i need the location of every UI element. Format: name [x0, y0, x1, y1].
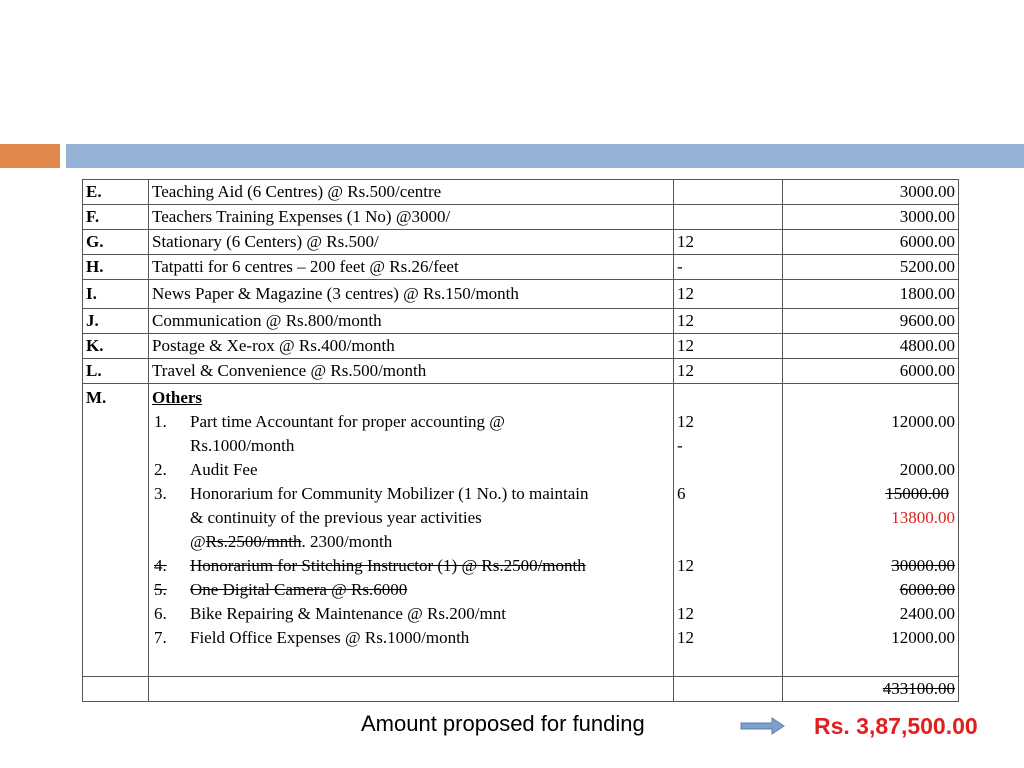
row-code: K. — [83, 334, 149, 359]
others-section — [83, 384, 959, 702]
row-qty — [674, 205, 783, 230]
item-text: Part time Accountant for proper accounting @ — [190, 412, 505, 431]
row-amount: 6000.00 — [783, 359, 959, 384]
others-amount-column — [783, 384, 959, 677]
item-text: Audit Fee — [190, 460, 258, 479]
item-number: 2. — [154, 460, 167, 479]
row-qty: 12 — [674, 334, 783, 359]
item-text-cont — [190, 530, 670, 554]
row-description: Teaching Aid (6 Centres) @ Rs.500/centre — [149, 180, 674, 205]
budget-rows — [83, 180, 959, 384]
row-qty: - — [674, 255, 783, 280]
others-description — [149, 384, 674, 677]
row-code: H. — [83, 255, 149, 280]
item-number: 3. — [154, 484, 167, 503]
row-amount: 5200.00 — [783, 255, 959, 280]
item-amount-new: 13800.00 — [891, 508, 955, 527]
others-item-1 — [152, 410, 670, 458]
item-qty: 12 — [677, 556, 694, 575]
row-code: F. — [83, 205, 149, 230]
others-item-2 — [152, 458, 670, 482]
row-code: E. — [83, 180, 149, 205]
item-amount: 6000.00 — [899, 580, 955, 599]
table-row — [83, 230, 959, 255]
budget-table — [82, 179, 959, 702]
item-amount: 30000.00 — [891, 556, 955, 575]
item-qty: 6 — [677, 484, 686, 503]
row-amount: 3000.00 — [783, 205, 959, 230]
item-text: Bike Repairing & Maintenance @ Rs.200/mnt — [190, 604, 506, 623]
old-rate: Rs.2500/mnth — [205, 532, 302, 551]
item-text-cont: & continuity of the previous year activities — [190, 508, 482, 527]
item-text: Honorarium for Stitching Instructor (1) @ Rs.2500/month — [190, 556, 586, 575]
table-row — [83, 309, 959, 334]
item-text: Honorarium for Community Mobilizer (1 No.) to maintain — [190, 484, 589, 503]
others-title: Others — [152, 388, 203, 407]
others-item-3 — [152, 482, 670, 554]
new-rate: . 2300/month — [301, 532, 393, 551]
row-amount: 6000.00 — [783, 230, 959, 255]
others-item-4 — [152, 554, 670, 578]
item-amount: 12000.00 — [891, 628, 955, 647]
item-amount: 2000.00 — [899, 460, 955, 479]
item-qty: 12 — [677, 604, 694, 623]
others-item-6 — [152, 602, 670, 626]
row-description: Tatpatti for 6 centres – 200 feet @ Rs.26/feet — [149, 255, 674, 280]
row-amount: 4800.00 — [783, 334, 959, 359]
row-description: Travel & Convenience @ Rs.500/month — [149, 359, 674, 384]
table-row — [83, 280, 959, 309]
row-description: Communication @ Rs.800/month — [149, 309, 674, 334]
others-item-7 — [152, 626, 670, 650]
item-amount-old: 15000.00 — [885, 484, 949, 503]
item-number: 7. — [154, 628, 167, 647]
row-description: Postage & Xe-rox @ Rs.400/month — [149, 334, 674, 359]
table-row — [83, 180, 959, 205]
item-number: 6. — [154, 604, 167, 623]
row-code: L. — [83, 359, 149, 384]
rate-prefix: @ — [190, 532, 206, 551]
row-qty: 12 — [674, 309, 783, 334]
item-text: One Digital Camera @ Rs.6000 — [190, 580, 408, 599]
table-row — [83, 255, 959, 280]
row-description: Teachers Training Expenses (1 No) @3000/ — [149, 205, 674, 230]
row-amount: 9600.00 — [783, 309, 959, 334]
item-amount: 2400.00 — [899, 604, 955, 623]
item-number: 4. — [154, 556, 167, 575]
item-number: 5. — [154, 580, 167, 599]
table-row — [83, 205, 959, 230]
row-description: Stationary (6 Centers) @ Rs.500/ — [149, 230, 674, 255]
row-qty: 12 — [674, 230, 783, 255]
row-code: I. — [83, 280, 149, 309]
item-qty: 12 — [677, 628, 694, 647]
funding-label: Amount proposed for funding — [361, 711, 645, 736]
others-item-5 — [152, 578, 670, 602]
row-code: G. — [83, 230, 149, 255]
table-row-others — [83, 384, 959, 677]
table-row-total — [83, 677, 959, 702]
table-row — [83, 334, 959, 359]
funding-amount: Rs. 3,87,500.00 — [814, 713, 978, 739]
item-qty: - — [677, 436, 683, 455]
item-amount: 12000.00 — [891, 412, 955, 431]
table-row — [83, 359, 959, 384]
row-qty: 12 — [674, 359, 783, 384]
accent-bar-blue — [66, 144, 1024, 168]
total-amount: 433100.00 — [783, 677, 959, 702]
row-code: J. — [83, 309, 149, 334]
row-description: News Paper & Magazine (3 centres) @ Rs.150/month — [149, 280, 674, 309]
item-text-cont: Rs.1000/month — [190, 436, 295, 455]
others-qty-column — [674, 384, 783, 677]
row-amount: 3000.00 — [783, 180, 959, 205]
row-qty — [674, 180, 783, 205]
right-arrow-icon — [740, 716, 786, 736]
item-number: 1. — [154, 412, 167, 431]
accent-bar-orange — [0, 144, 60, 168]
item-text: Field Office Expenses @ Rs.1000/month — [190, 628, 470, 647]
item-qty: 12 — [677, 412, 694, 431]
row-qty: 12 — [674, 280, 783, 309]
row-amount: 1800.00 — [783, 280, 959, 309]
row-code: M. — [83, 384, 149, 677]
